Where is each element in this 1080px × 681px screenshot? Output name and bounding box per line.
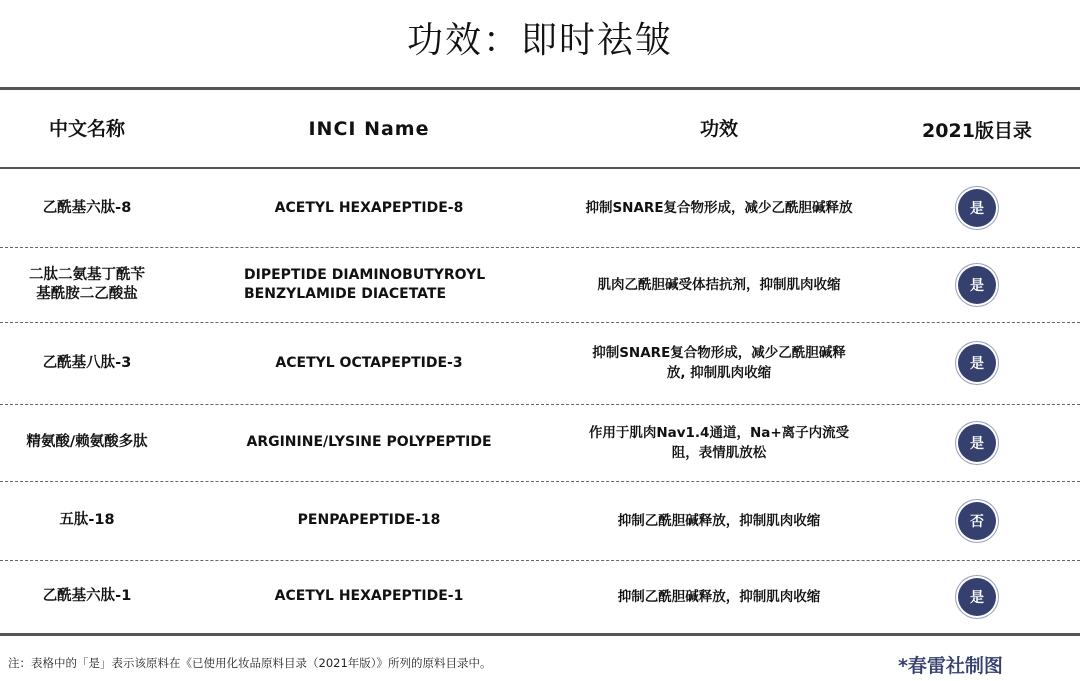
- table-header: [0, 90, 1080, 168]
- cell-inci: PENPAPEPTIDE-18: [297, 512, 441, 528]
- cell-effect: 抑制SNARE复合物形成，减少乙酰胆碱释 放, 抑制肌肉收缩: [592, 345, 846, 381]
- cell-cn-name: 五肽-18: [59, 512, 115, 528]
- table-row: [0, 169, 1080, 247]
- cell-effect: 抑制乙酰胆碱释放，抑制肌肉收缩: [617, 512, 821, 529]
- cell-effect: 肌肉乙酰胆碱受体拮抗剂，抑制肌肉收缩: [597, 276, 841, 293]
- header-catalog: 2021版目录: [922, 119, 1032, 142]
- header-cn-name: 中文名称: [48, 117, 125, 140]
- cell-effect: 作用于肌肉Nav1.4通道，Na+离子内流受 阻，表情肌放松: [588, 424, 850, 461]
- header-inci: INCI Name: [308, 117, 430, 140]
- footnote: 注：表格中的「是」表示该原料在《已使用化妆品原料目录（2021年版）》所列的原料目录中。: [8, 656, 492, 670]
- catalog-badge: 是: [958, 189, 996, 227]
- cell-inci: DIPEPTIDE DIAMINOBUTYROYL BENZYLAMIDE DIACETATE: [244, 266, 486, 302]
- catalog-badge: 是: [958, 266, 996, 304]
- table-row: [0, 404, 1080, 481]
- catalog-badge: 是: [958, 344, 996, 382]
- catalog-badge: 是: [958, 424, 996, 462]
- header-effect: 功效: [699, 118, 738, 140]
- cell-inci: ACETYL OCTAPEPTIDE-3: [275, 354, 463, 371]
- cell-cn-name: 二肽二氨基丁酰苄 基酰胺二乙酸盐: [29, 266, 145, 302]
- table-row: [0, 247, 1080, 322]
- cell-cn-name: 乙酰基六肽-8: [42, 199, 132, 216]
- catalog-badge: 否: [958, 502, 996, 540]
- page-title: 功效：即时祛皱: [406, 20, 673, 61]
- cell-cn-name: 精氨酸/赖氨酸多肽: [26, 434, 148, 450]
- table-row: [0, 322, 1080, 404]
- table-row: [0, 560, 1080, 633]
- cell-cn-name: 乙酰基八肽-3: [42, 354, 132, 371]
- catalog-badge: 是: [958, 578, 996, 616]
- cell-cn-name: 乙酰基六肽-1: [42, 588, 132, 604]
- cell-effect: 抑制乙酰胆碱释放，抑制肌肉收缩: [617, 588, 821, 605]
- cell-inci: ACETYL HEXAPEPTIDE-8: [274, 199, 464, 216]
- cell-effect: 抑制SNARE复合物形成，减少乙酰胆碱释放: [585, 200, 853, 216]
- table-row: [0, 481, 1080, 560]
- credit: *春雷社制图: [898, 655, 1003, 677]
- divider: [0, 633, 1080, 636]
- cell-inci: ACETYL HEXAPEPTIDE-1: [274, 588, 464, 604]
- cell-inci: ARGININE/LYSINE POLYPEPTIDE: [246, 434, 492, 450]
